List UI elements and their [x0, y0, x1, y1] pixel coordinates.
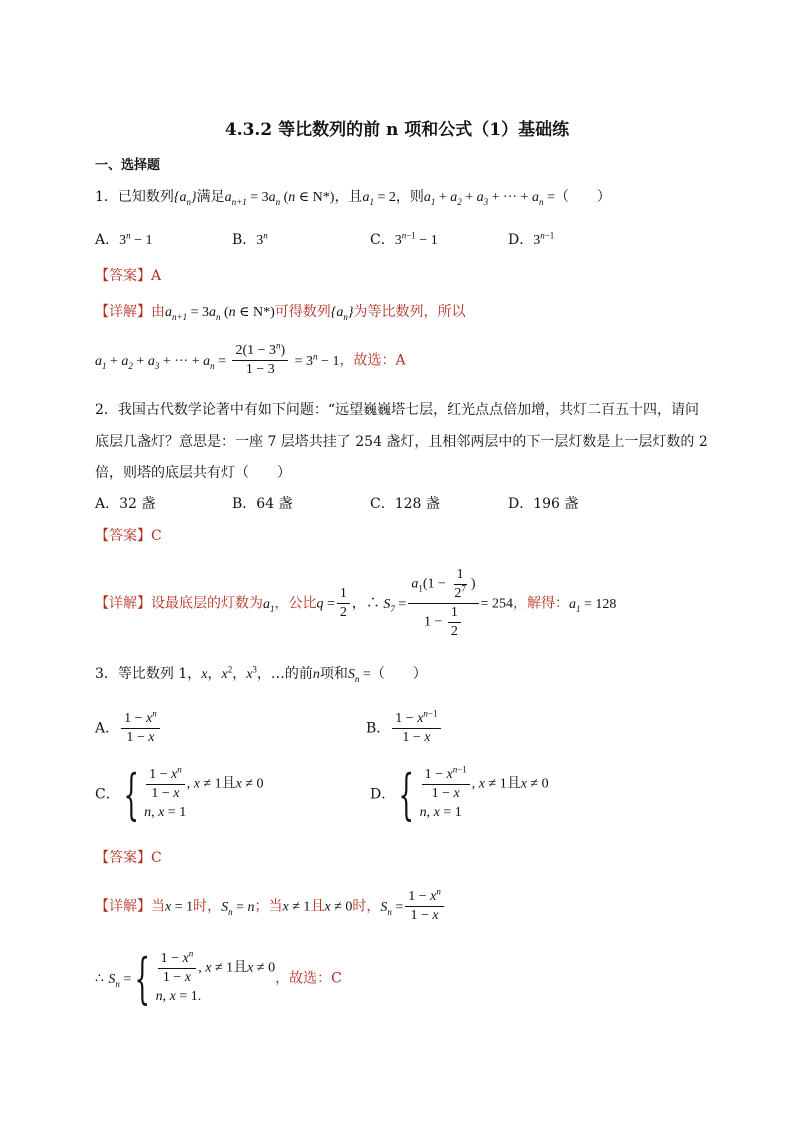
question-2-option-a[interactable]: A．32 盏: [95, 496, 156, 512]
question-3-option-c[interactable]: C．{ $\frac{1 - x^n}{1 - x}$ , x ≠ 1且x ≠ 0 n, x = 1: [95, 762, 264, 826]
question-2-option-d[interactable]: D．196 盏: [508, 496, 579, 512]
question-1-option-a[interactable]: A．$3^n - 1$: [95, 230, 153, 248]
question-3-stem: 3．等比数列 1，x，$x^2$，$x^3$，…的前n项和$S_n$ =（ ）: [95, 664, 427, 684]
question-3-option-b[interactable]: B． $\frac{1 - x^{n-1}}{1 - x}$: [366, 710, 443, 747]
question-2-option-c[interactable]: C．128 盏: [370, 496, 440, 512]
question-1-detail-formula: $a_1 + a_2 + a_3$ + ··· + $a_n$ = $\frac{2(1 - 3^n)}{1 - 3}$ = $3^n - 1$，故选：A: [95, 340, 406, 377]
question-2-option-b[interactable]: B．64 盏: [232, 496, 293, 512]
question-1-stem: 1．已知数列$\{a_n\}$满足$a_{n+1} = 3a_n$ (n ∈ N*)，且$a_1 = 2$，则$a_1 + a_2 + a_3$ + ··· + $a_n$ =（ ）: [95, 189, 611, 207]
question-2-answer: 【答案】C: [95, 528, 162, 544]
question-3-detail: 【详解】当x = 1时，$S_n = n$；当x ≠ 1且x ≠ 0时，$S_n$ = $\frac{1 - x^n}{1 - x}$: [95, 888, 446, 925]
section-heading: 一、选择题: [95, 158, 161, 173]
question-2-line-2: 底层几盏灯？意思是：一座 7 层塔共挂了 254 盏灯，且相邻两层中的下一层灯数是上一层灯数的 2: [95, 434, 708, 450]
page-title: 4.3.2 等比数列的前 n 项和公式（1）基础练: [224, 120, 570, 140]
question-1-detail: 【详解】由$a_{n+1} = 3a_n$ (n ∈ N*)可得数列$\{a_n\}$为等比数列，所以: [95, 304, 466, 322]
question-3-conclusion: ∴ $S_n$ ={ $\frac{1 - x^n}{1 - x}$ , x ≠ 1且x ≠ 0 n, x = 1. ，故选：C: [95, 946, 342, 1010]
question-1-answer: 【答案】A: [95, 268, 162, 284]
question-2-line-1: 2．我国古代数学论著中有如下问题：“远望巍巍塔七层，红光点点倍加增，共灯二百五十四，请问: [95, 402, 700, 418]
question-3-answer: 【答案】C: [95, 850, 162, 866]
question-3-option-d[interactable]: D．{ $\frac{1 - x^{n-1}}{1 - x}$ , x ≠ 1且x ≠ 0 n, x = 1: [370, 762, 549, 826]
question-2-detail: 【详解】设最底层的灯数为$a_1$，公比q = $\frac{1}{2}$ ，∴ $S_7$ = $a_1(1$ − $\frac{1}{2^7}$ ) 1 − $\frac{1}{2}$ = 254，解得：$a_1 = 128$: [95, 567, 617, 639]
question-1-option-c[interactable]: C．$3^{n-1} - 1$: [370, 230, 438, 248]
question-1-option-b[interactable]: B．3$^n$: [232, 230, 268, 248]
question-1-option-d[interactable]: D．$3^{n-1}$: [508, 230, 555, 248]
question-3-option-a[interactable]: A． $\frac{1 - x^n}{1 - x}$: [95, 710, 162, 747]
question-2-line-3: 倍，则塔的底层共有灯（ ）: [95, 465, 291, 481]
